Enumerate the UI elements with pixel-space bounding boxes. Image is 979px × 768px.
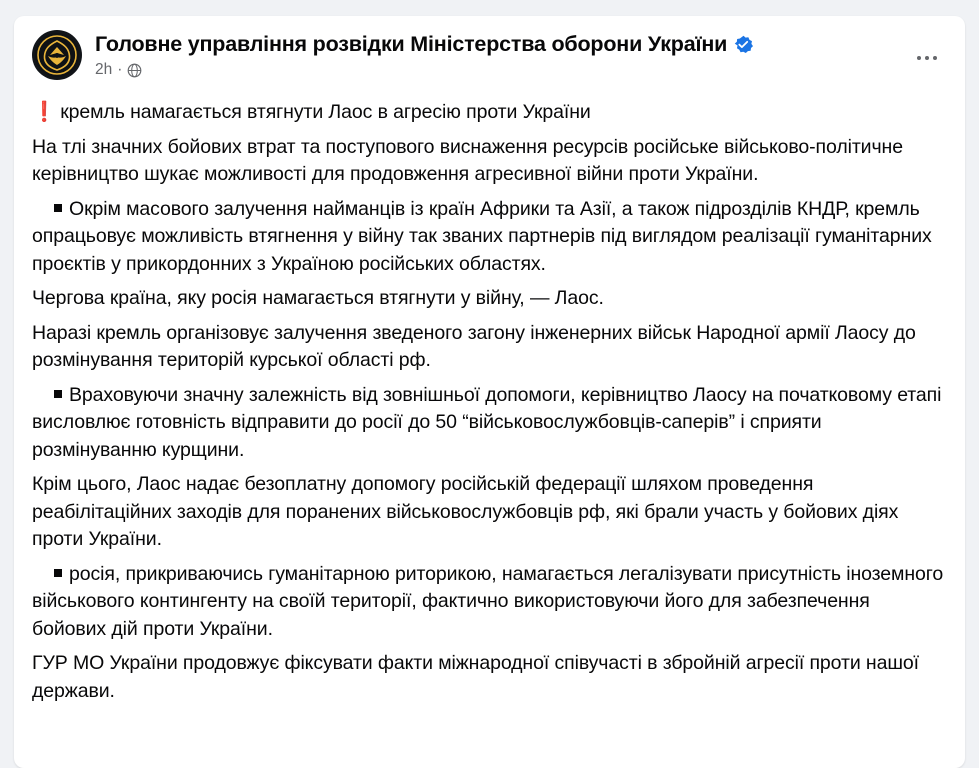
post-header: [32, 30, 947, 86]
more-options-icon[interactable]: [909, 40, 945, 76]
page-name-row: [95, 31, 753, 57]
post-paragraph: [32, 471, 947, 554]
post-paragraph: [32, 650, 947, 705]
more-dot: [917, 56, 922, 61]
post-paragraph-text: росія, прикриваючись гуманітарною риторикою, намагається легалізувати присутність іноземного військового контингенту на своїй території, фактично використовуючи його для забезпечення бойових дій проти України.: [32, 562, 944, 640]
bullet-square-icon: [54, 569, 62, 577]
post-timestamp[interactable]: 2h: [95, 61, 113, 78]
post-meta-row: [95, 60, 753, 80]
gur-emblem-icon: [34, 32, 80, 78]
post-paragraph: [32, 285, 947, 313]
page-name[interactable]: Головне управління розвідки Міністерства оборони України: [95, 32, 728, 56]
post-paragraph-text: Чергова країна, яку росія намагається втягнути у війну, — Лаос.: [32, 287, 604, 309]
bullet-square-icon: [54, 204, 62, 212]
bullet-square-icon: [54, 390, 62, 398]
post-paragraph-text: кремль намагається втягнути Лаос в агресію проти України: [60, 101, 591, 123]
more-dot: [933, 56, 938, 61]
globe-icon[interactable]: [127, 63, 142, 78]
post-paragraph-text: Наразі кремль організовує залучення зведеного загону інженерних військ Народної армії Лаосу до розмінування територій курської області рф.: [32, 321, 916, 371]
avatar[interactable]: [32, 30, 82, 80]
warning-icon: ❗: [32, 101, 57, 123]
post-paragraph-text: На тлі значних бойових втрат та поступового виснаження ресурсів російське військово-політичне керівництво шукає можливості для продовження агресивної війни проти України.: [32, 135, 903, 185]
post-paragraph-text: Окрім масового залучення найманців із країн Африки та Азії, а також підрозділів КНДР, кремль опрацьовує можливість втягнення у війну так званих партнерів під виглядом реалізації гуманітарних проєктів у прикордонних з Україною російських областях.: [32, 197, 932, 275]
more-dot: [925, 56, 930, 61]
post-paragraph-bullet: [32, 196, 947, 279]
post-paragraph: [32, 320, 947, 375]
post-paragraph-title: [32, 99, 947, 127]
post-paragraph-text: Крім цього, Лаос надає безоплатну допомогу російській федерації шляхом проведення реабілітаційних заходів для поранених військовослужбовців рф, які брали участь у бойових діях проти України.: [32, 473, 899, 550]
post-body: [32, 99, 947, 705]
post-paragraph-text: ГУР МО України продовжує фіксувати факти міжнародної співучасті в збройній агресії проти нашої держави.: [32, 652, 919, 702]
post-paragraph-bullet: [32, 561, 947, 644]
meta-separator: ·: [117, 61, 123, 78]
post-paragraph-bullet: [32, 382, 947, 465]
post-header-text: [95, 30, 753, 80]
post-paragraph-text: Враховуючи значну залежність від зовнішньої допомоги, керівництво Лаосу на початковому етапі висловлює готовність відправити до росії до 50 “військовослужбовців-саперів” і сприяти розмінуванню курщини.: [32, 383, 942, 461]
post-paragraph: [32, 134, 947, 189]
post-card: [14, 16, 965, 768]
verified-badge-icon: [734, 35, 753, 54]
